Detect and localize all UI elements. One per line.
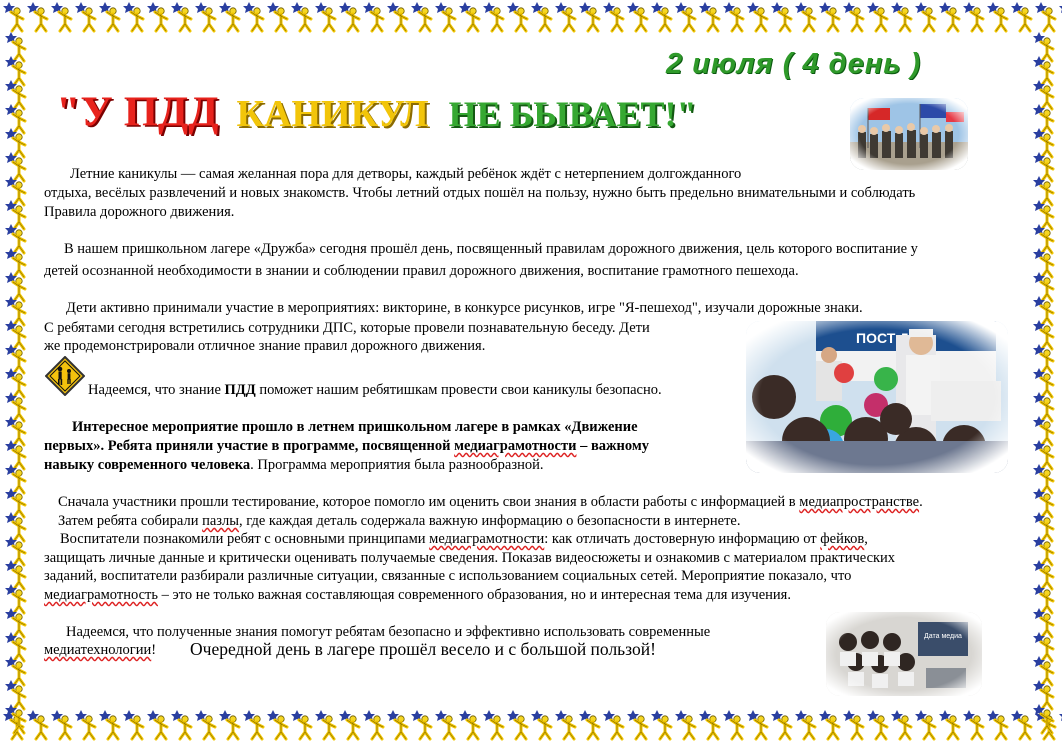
- photo-police-officer-children: [746, 321, 1008, 473]
- paragraph-7-line-1: Надеемся, что полученные знания помогут ребятам безопасно и эффективно использовать современные: [66, 624, 711, 640]
- paragraph-6-line-4: защищать личные данные и критически оценивать получаемые сведения. Показав видеосюжеты и ознакомив с материалом практических: [44, 550, 896, 566]
- closing-sentence: Очередной день в лагере прошёл весело и с большой пользой!: [190, 639, 656, 659]
- paragraph-6-line-1-before: Сначала участники прошли тестирование, которое помогло им оценить свои знания в области работы с информацией в: [58, 494, 800, 510]
- paragraph-1-line-3: Правила дорожного движения.: [44, 204, 235, 220]
- paragraph-1-line-1: Летние каникулы — самая желанная пора для детворы, каждый ребёнок ждёт с нетерпением долгожданного: [70, 166, 742, 182]
- page-title: [56, 86, 697, 137]
- paragraph-6-line-6-underlined: медиаграмотность: [44, 587, 158, 603]
- paragraph-6-line-1: [58, 493, 923, 511]
- photo-children-media-class: [826, 612, 982, 696]
- paragraph-1-line-2: отдыха, весёлых развлечений и новых знакомств. Чтобы летний отдых пошёл на пользу, нужно быть предельно внимательными и соблюдать: [44, 185, 916, 201]
- paragraph-6-line-3: [60, 530, 868, 548]
- paragraph-6-line-3-middle: : как отличать достоверную информацию от: [544, 531, 821, 547]
- paragraph-4-bold: ПДД: [224, 382, 256, 398]
- paragraph-5-line-2-after: – важному: [576, 438, 650, 454]
- paragraph-4-after: поможет нашим ребятишкам провести свои каникулы безопасно.: [255, 382, 662, 398]
- paragraph-6-line-5: заданий, воспитатели разбирали различные ситуации, связанные с использованием социальных сетей. Мероприятие показало, что: [44, 568, 852, 584]
- paragraph-6-line-3-underlined-2: фейков: [820, 531, 865, 547]
- paragraph-6-line-6-after: – это не только важная составляющая современного образования, но и интересная тема для изучения.: [157, 587, 791, 603]
- paragraph-5-line-3: [44, 456, 544, 474]
- paragraph-2-line-1: В нашем пришкольном лагере «Дружба» сегодня прошёл день, посвященный правилам дорожного движения, цель которого воспитание у: [64, 241, 918, 257]
- paragraph-7-line-2: [44, 641, 156, 659]
- paragraph-3-line-1: Дети активно принимали участие в мероприятиях: викторине, в конкурсе рисунков, игре "Я-пешеход", изучали дорожные знаки.: [66, 300, 863, 316]
- paragraph-5-line-1: Интересное мероприятие прошло в летнем пришкольном лагере в рамках «Движение: [72, 419, 638, 435]
- paragraph-6-line-1-underlined: медиапространстве: [799, 494, 920, 510]
- paragraph-4-before: Надеемся, что знание: [88, 382, 225, 398]
- paragraph-6-line-2-underlined: пазлы: [202, 513, 240, 529]
- date-heading: 2 июля ( 4 день ): [666, 48, 922, 80]
- paragraph-5-line-2-before: первых». Ребята приняли участие в программе, посвященной: [44, 438, 455, 454]
- paragraph-2-line-2: детей осознанной необходимости в знании и соблюдении правил дорожного движения, воспитание грамотного пешехода.: [44, 263, 799, 279]
- paragraph-4: [88, 381, 662, 399]
- paragraph-3-line-2: С ребятами сегодня встретились сотрудники ДПС, которые провели познавательную беседу. Дети: [44, 320, 650, 336]
- pedestrian-road-sign-icon: [45, 356, 85, 396]
- paragraph-5-line-3-bold: навыку современного человека: [44, 457, 251, 473]
- paragraph-6-line-3-underlined: медиаграмотности: [429, 531, 545, 547]
- paragraph-7-line-2-after: !: [151, 642, 157, 658]
- title-part-yellow: КАНИКУЛ: [236, 93, 429, 135]
- paragraph-6-line-1-after: .: [919, 494, 923, 510]
- title-part-green: НЕ БЫВАЕТ!": [448, 94, 697, 134]
- paragraph-7-line-2-underlined: медиатехнологии: [44, 642, 152, 658]
- paragraph-5-line-2: [44, 437, 649, 455]
- paragraph-6-line-6: [44, 586, 791, 604]
- paragraph-6-line-3-after: ,: [864, 531, 868, 547]
- paragraph-6-line-2-after: , где каждая деталь содержала важную информацию о безопасности в интернете.: [239, 513, 741, 529]
- paragraph-6-line-2: [58, 512, 740, 530]
- paragraph-6-line-2-before: Затем ребята собирали: [58, 513, 203, 529]
- paragraph-5-line-3-after: . Программа мероприятия была разнообразной.: [250, 457, 544, 473]
- paragraph-6-line-3-before: Воспитатели познакомили ребят с основными принципами: [60, 531, 430, 547]
- paragraph-5-line-2-underlined: медиаграмотности: [454, 438, 577, 454]
- photo-group-flags: [850, 98, 968, 170]
- title-part-red: "У ПДД: [56, 88, 219, 135]
- paragraph-3-line-3: же продемонстрировали отличное знание правил дорожного движения.: [44, 338, 486, 354]
